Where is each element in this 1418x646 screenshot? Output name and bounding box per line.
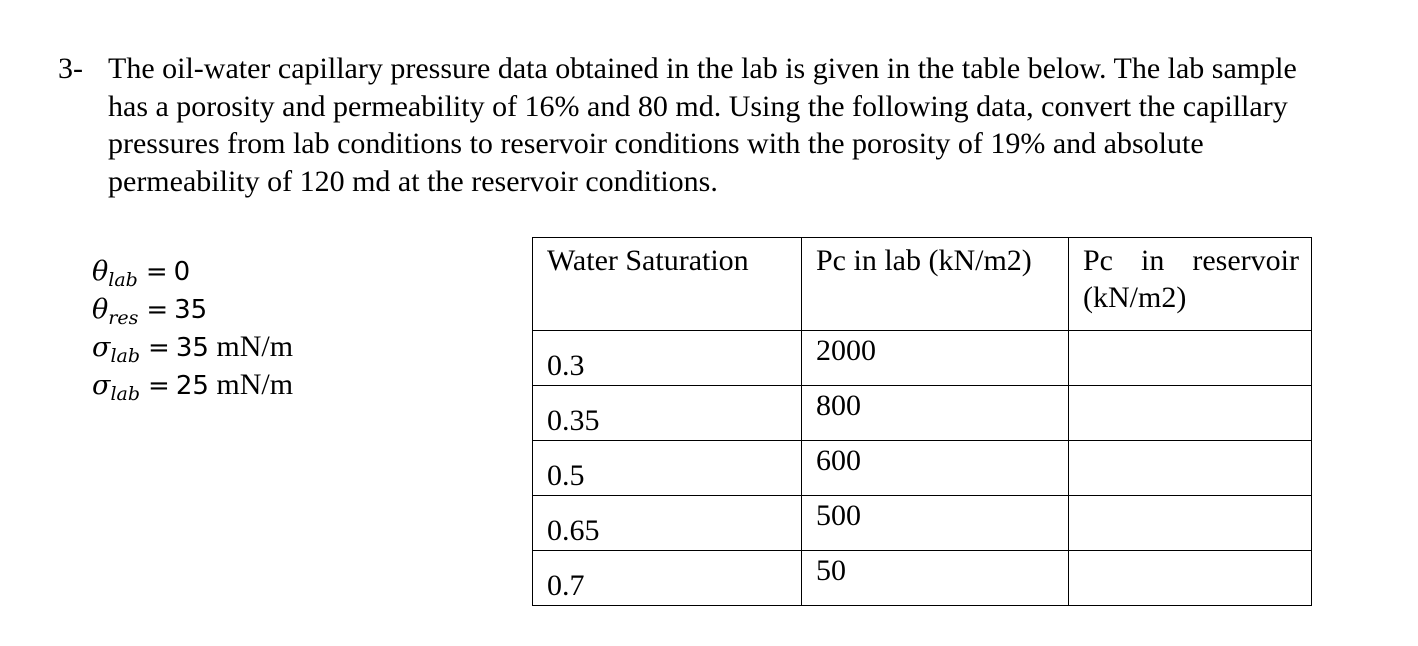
param-subscript: lab (110, 383, 141, 405)
header-word: in (1141, 244, 1165, 277)
cell-pc-lab (802, 331, 1069, 386)
param-value: 35 (174, 295, 208, 325)
cell-value (1069, 551, 1311, 556)
cell-pc-reservoir (1069, 551, 1312, 606)
cell-value: 500 (816, 499, 861, 532)
param-symbol: σ (92, 370, 111, 401)
cell-value: 0.65 (547, 514, 600, 547)
equals-sign: = (146, 295, 169, 325)
header-word: Pc (1083, 244, 1113, 277)
cell-water-saturation (533, 441, 802, 496)
param-symbol: σ (92, 332, 111, 363)
param-value: 0 (173, 257, 191, 287)
cell-pc-lab (802, 551, 1069, 606)
cell-water-saturation (533, 496, 802, 551)
cell-value: 0.3 (547, 349, 585, 382)
header-label-line-2: (kN/m2) (1083, 281, 1187, 314)
cell-pc-reservoir (1069, 496, 1312, 551)
cell-pc-lab (802, 496, 1069, 551)
cell-value: 800 (816, 389, 861, 422)
problem-text: The oil-water capillary pressure data obtained in the lab is given in the table below. The lab sample has a porosity and permeability of 16% and 80 md. Using the following data, convert the capillary pressures from lab conditions to reservoir conditions with the porosity of 19% and absolute permeability of 120 md at the reservoir conditions. (108, 52, 1297, 198)
param-symbol: θ (92, 294, 109, 325)
table-row (533, 331, 1312, 386)
cell-water-saturation (533, 551, 802, 606)
cell-pc-lab (802, 441, 1069, 496)
problem-number: 3- (58, 52, 83, 85)
cell-value (1069, 441, 1311, 446)
cell-pc-lab (802, 386, 1069, 441)
equals-sign: = (145, 257, 168, 287)
param-subscript: lab (108, 269, 138, 291)
cell-value (1069, 331, 1311, 336)
param-symbol: θ (92, 256, 109, 287)
param-value: 35 (175, 333, 209, 363)
cell-value: 2000 (816, 334, 876, 367)
header-label: Water Saturation (547, 244, 749, 277)
param-unit: mN/m (208, 330, 294, 363)
header-water-saturation (533, 238, 802, 331)
cell-value: 0.7 (547, 569, 585, 602)
param-value: 25 (175, 371, 209, 401)
header-word: reservoir (1192, 244, 1299, 277)
table-header-row (533, 238, 1312, 331)
param-sigma-lab-2 (92, 366, 293, 404)
param-unit: mN/m (208, 368, 294, 401)
equals-sign: = (148, 333, 170, 363)
capillary-pressure-table (532, 237, 1312, 606)
table-row (533, 551, 1312, 606)
cell-pc-reservoir (1069, 331, 1312, 386)
cell-pc-reservoir (1069, 386, 1312, 441)
param-theta-res (92, 290, 293, 328)
cell-value: 50 (816, 554, 846, 587)
param-sigma-lab-1 (92, 328, 293, 366)
cell-value (1069, 386, 1311, 391)
header-label-line-1 (1083, 242, 1299, 279)
cell-water-saturation (533, 331, 802, 386)
cell-value (1069, 496, 1311, 501)
cell-water-saturation (533, 386, 802, 441)
table-row (533, 386, 1312, 441)
cell-value: 600 (816, 444, 861, 477)
param-subscript: lab (110, 345, 141, 367)
cell-value: 0.35 (547, 404, 600, 437)
equals-sign: = (148, 371, 170, 401)
cell-pc-reservoir (1069, 441, 1312, 496)
cell-value: 0.5 (547, 459, 585, 492)
given-parameters (92, 252, 293, 404)
table-row (533, 496, 1312, 551)
table-row (533, 441, 1312, 496)
param-theta-lab (92, 252, 293, 290)
header-pc-lab (802, 238, 1069, 331)
param-subscript: res (108, 307, 139, 329)
header-pc-reservoir (1069, 238, 1312, 331)
header-label: Pc in lab (kN/m2) (816, 244, 1032, 277)
